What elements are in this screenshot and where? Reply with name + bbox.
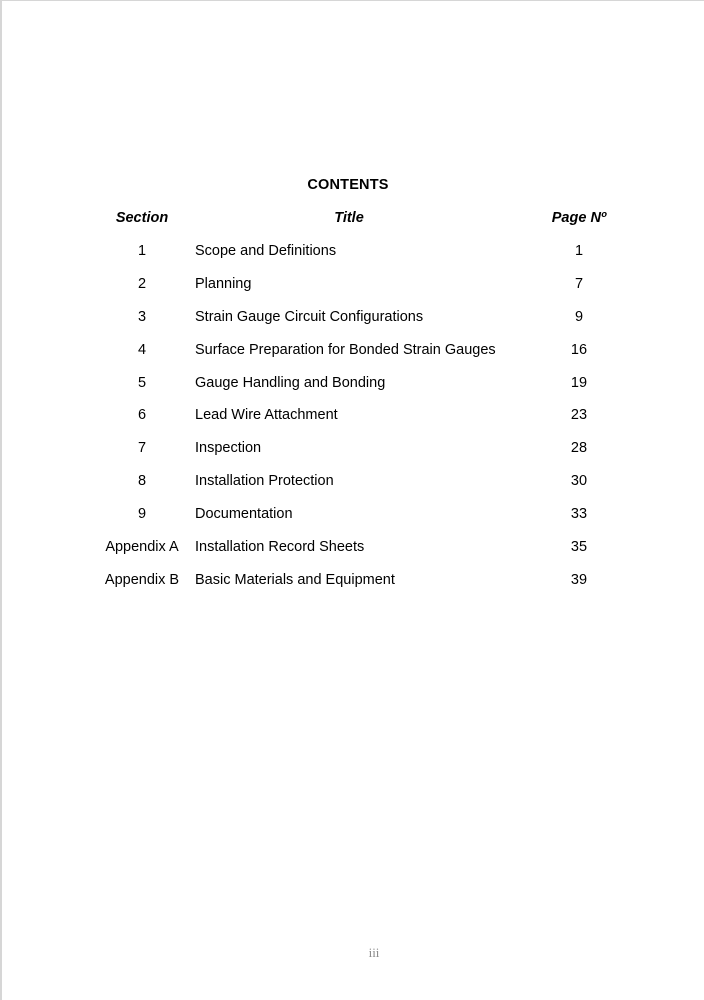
toc-entry-section: Appendix A — [105, 539, 179, 556]
toc-entry — [2, 440, 704, 473]
toc-entry-section: 3 — [137, 308, 147, 325]
toc-entry-title: Installation Protection — [195, 473, 334, 490]
toc-entry-page: 23 — [570, 407, 588, 424]
toc-entry-section: 7 — [137, 440, 147, 457]
toc-entry-section: Appendix B — [104, 571, 180, 588]
toc-entry-title: Planning — [195, 275, 252, 292]
toc-entry-page: 1 — [574, 243, 584, 259]
toc-entry — [2, 309, 704, 342]
toc-entry-title: Inspection — [195, 440, 262, 457]
column-header-page: Page Nº — [551, 210, 607, 226]
contents-heading: CONTENTS — [307, 177, 389, 193]
toc-entry — [2, 407, 704, 440]
toc-entry-title: Scope and Definitions — [195, 243, 337, 259]
toc-column-headers — [2, 210, 704, 230]
toc-entry-section: 5 — [137, 374, 147, 391]
column-header-section: Section — [115, 210, 169, 226]
toc-entry — [2, 276, 704, 309]
toc-entry-page: 33 — [570, 506, 588, 523]
toc-entry — [2, 539, 704, 572]
toc-entry-title: Gauge Handling and Bonding — [195, 374, 386, 391]
toc-entry-section: 4 — [137, 341, 147, 358]
column-header-title: Title — [334, 210, 364, 226]
toc-entry-section: 2 — [137, 275, 147, 292]
toc-entry-section: 6 — [137, 407, 147, 424]
toc-entry-page: 16 — [570, 341, 588, 358]
toc-entry-page: 28 — [570, 440, 588, 457]
toc-entry-page: 7 — [574, 275, 584, 292]
toc-entry-page: 35 — [570, 539, 588, 556]
toc-entry-section: 9 — [137, 506, 147, 523]
toc-entry — [2, 473, 704, 506]
toc-entry-page: 39 — [570, 571, 588, 588]
toc-entries — [2, 243, 704, 605]
toc-entry — [2, 243, 704, 276]
toc-entry-title: Lead Wire Attachment — [195, 407, 338, 424]
toc-entry — [2, 342, 704, 375]
toc-entry-page: 19 — [570, 374, 588, 391]
footer-page-number: iii — [368, 945, 380, 960]
toc-entry-section: 8 — [137, 473, 147, 490]
toc-entry — [2, 506, 704, 539]
toc-entry — [2, 572, 704, 605]
toc-entry-page: 30 — [570, 473, 588, 490]
toc-entry-page: 9 — [574, 308, 584, 325]
toc-entry-title: Surface Preparation for Bonded Strain Gauges — [195, 341, 496, 358]
toc-entry-title: Strain Gauge Circuit Configurations — [195, 308, 424, 325]
toc-entry — [2, 375, 704, 408]
toc-entry-title: Documentation — [195, 506, 293, 523]
toc-entry-section: 1 — [137, 243, 147, 259]
toc-entry-title: Basic Materials and Equipment — [195, 571, 395, 588]
toc-entry-title: Installation Record Sheets — [195, 539, 365, 556]
